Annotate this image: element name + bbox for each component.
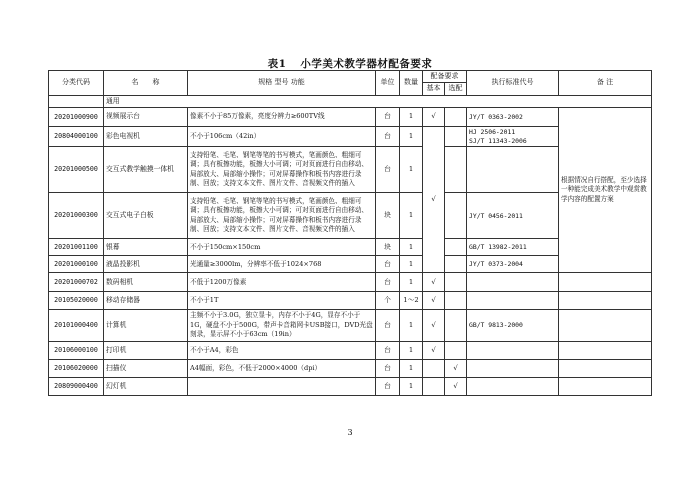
item-code: 20106020000 — [49, 359, 104, 377]
item-standard: GB/T 13982-2011 — [467, 239, 559, 256]
item-spec: 支持铅笔、毛笔、钢笔等笔的书写模式，笔画颜色、粗细可调；具有板擦功能，板擦大小可调；可对页面进行自由移动、局部放大、局部缩小操作；可对屏幕操作和板书内容进行录制、回放；支持文本文件、图片文件、音视频文件的插入 — [188, 147, 376, 193]
basic-check: √ — [423, 341, 445, 359]
header-spec: 规格 型号 功能 — [188, 71, 376, 96]
optional-check — [445, 310, 467, 342]
table-row — [49, 359, 652, 377]
basic-check: √ — [423, 310, 445, 342]
item-qty: 1 — [400, 341, 423, 359]
item-unit: 台 — [376, 359, 400, 377]
item-unit: 台 — [376, 108, 400, 127]
basic-check: √ — [423, 292, 445, 310]
item-qty: 1 — [400, 310, 423, 342]
item-code: 20201001100 — [49, 239, 104, 256]
item-name: 扫描仪 — [104, 359, 188, 377]
basic-check: √ — [423, 108, 445, 127]
header-name: 名 称 — [104, 71, 188, 96]
item-standard — [467, 341, 559, 359]
basic-check: √ — [423, 273, 445, 292]
remark-merged: 根据情况自行搭配，至少选择一种能完成美术教学中观赏教学内容的配置方案 — [559, 108, 652, 273]
table-number: 表1 — [267, 58, 287, 70]
item-spec: 光通量≥3000lm，分辨率不低于1024×768 — [188, 256, 376, 273]
item-qty: 1 — [400, 239, 423, 256]
optional-check — [445, 341, 467, 359]
optional-check — [445, 108, 467, 127]
item-spec: 不低于1200万像素 — [188, 273, 376, 292]
item-remark — [559, 273, 652, 292]
item-name: 移动存储器 — [104, 292, 188, 310]
table-title — [0, 56, 700, 71]
item-spec: 不小于1T — [188, 292, 376, 310]
item-qty: 1～2 — [400, 292, 423, 310]
header-config: 配备要求 — [423, 71, 467, 83]
item-standard — [467, 292, 559, 310]
table-row — [49, 341, 652, 359]
item-code: 20105020000 — [49, 292, 104, 310]
table-row — [49, 310, 652, 342]
item-unit: 台 — [376, 377, 400, 395]
item-qty: 1 — [400, 127, 423, 147]
item-standard: JY/T 0373-2004 — [467, 256, 559, 273]
item-standard — [467, 359, 559, 377]
header-unit: 单位 — [376, 71, 400, 96]
item-name: 视频展示台 — [104, 108, 188, 127]
item-unit: 块 — [376, 193, 400, 239]
basic-check — [423, 377, 445, 395]
header-basic: 基本 — [423, 83, 445, 95]
optional-check — [445, 127, 467, 147]
header-optional: 选配 — [445, 83, 467, 95]
item-spec: 不小于150cm×150cm — [188, 239, 376, 256]
table-row — [49, 292, 652, 310]
table-row — [49, 108, 652, 127]
item-remark — [559, 292, 652, 310]
item-name: 数码相机 — [104, 273, 188, 292]
page-number: 3 — [347, 428, 353, 437]
item-qty: 1 — [400, 193, 423, 239]
item-name: 幻灯机 — [104, 377, 188, 395]
item-name: 彩色电视机 — [104, 127, 188, 147]
item-standard — [467, 147, 559, 193]
optional-check — [445, 256, 467, 273]
item-name: 交互式教学触摸一体机 — [104, 147, 188, 193]
item-code: 20106000100 — [49, 341, 104, 359]
item-standard — [467, 377, 559, 395]
header-standard: 执行标准代号 — [467, 71, 559, 96]
item-code: 20201000900 — [49, 108, 104, 127]
item-unit: 台 — [376, 256, 400, 273]
basic-check — [423, 359, 445, 377]
header-code: 分类代码 — [49, 71, 104, 96]
item-standard: HJ 2506-2011 SJ/T 11343-2006 — [467, 127, 559, 147]
item-spec: 不小于A4，彩色 — [188, 341, 376, 359]
item-unit: 台 — [376, 310, 400, 342]
item-name: 打印机 — [104, 341, 188, 359]
item-spec: 主频不小于3.0G，独立显卡，内存不小于4G，显存不小于1G，硬盘不小于500G，带声卡音箱网卡USB接口，DVD光盘刻录，显示屏不小于63cm（19in） — [188, 310, 376, 342]
table-title-text: 小学美术教学器材配备要求 — [300, 58, 433, 70]
item-standard: GB/T 9813-2000 — [467, 310, 559, 342]
optional-check — [445, 273, 467, 292]
table-row — [49, 377, 652, 395]
item-qty: 1 — [400, 108, 423, 127]
item-standard: JY/T 0456-2011 — [467, 193, 559, 239]
optional-check — [445, 292, 467, 310]
item-remark — [559, 359, 652, 377]
optional-check: √ — [445, 377, 467, 395]
item-code: 20201000100 — [49, 256, 104, 273]
item-standard: JY/T 0363-2002 — [467, 108, 559, 127]
optional-check — [445, 147, 467, 193]
item-name: 银幕 — [104, 239, 188, 256]
item-remark — [559, 310, 652, 342]
item-remark — [559, 341, 652, 359]
optional-check: √ — [445, 359, 467, 377]
item-name: 计算机 — [104, 310, 188, 342]
item-spec: A4幅面，彩色，不低于2000×4000（dpi） — [188, 359, 376, 377]
item-code: 20201000500 — [49, 147, 104, 193]
section-row-code — [49, 95, 104, 107]
item-code: 20809000400 — [49, 377, 104, 395]
optional-check — [445, 193, 467, 239]
item-standard — [467, 273, 559, 292]
equipment-table — [48, 70, 652, 396]
item-spec: 不小于106cm（42in） — [188, 127, 376, 147]
item-qty: 1 — [400, 147, 423, 193]
item-qty: 1 — [400, 256, 423, 273]
item-unit: 台 — [376, 127, 400, 147]
item-qty: 1 — [400, 377, 423, 395]
table-row — [49, 273, 652, 292]
item-qty: 1 — [400, 359, 423, 377]
optional-check — [445, 239, 467, 256]
item-spec: 支持铅笔、毛笔、钢笔等笔的书写模式，笔画颜色、粗细可调；具有板擦功能，板擦大小可调；可对页面进行自由移动、局部放大、局部缩小操作；可对屏幕操作和板书内容进行录制、回放；支持文本文件、图片文件、音视频文件的插入 — [188, 193, 376, 239]
item-unit: 个 — [376, 292, 400, 310]
item-code: 20101000400 — [49, 310, 104, 342]
item-name: 液晶投影机 — [104, 256, 188, 273]
item-unit: 台 — [376, 147, 400, 193]
item-remark — [559, 377, 652, 395]
item-unit: 台 — [376, 273, 400, 292]
item-spec — [188, 377, 376, 395]
item-code: 20201000702 — [49, 273, 104, 292]
item-spec: 像素不小于85万像素，亮度分辨力≥600TV线 — [188, 108, 376, 127]
item-code: 20201000300 — [49, 193, 104, 239]
item-unit: 块 — [376, 239, 400, 256]
header-qty: 数量 — [400, 71, 423, 96]
item-name: 交互式电子白板 — [104, 193, 188, 239]
item-unit: 台 — [376, 341, 400, 359]
item-code: 20804000100 — [49, 127, 104, 147]
item-qty: 1 — [400, 273, 423, 292]
section-label: 通用 — [104, 95, 652, 107]
header-remark: 备 注 — [559, 71, 652, 96]
basic-check-merged: √ — [423, 127, 445, 273]
